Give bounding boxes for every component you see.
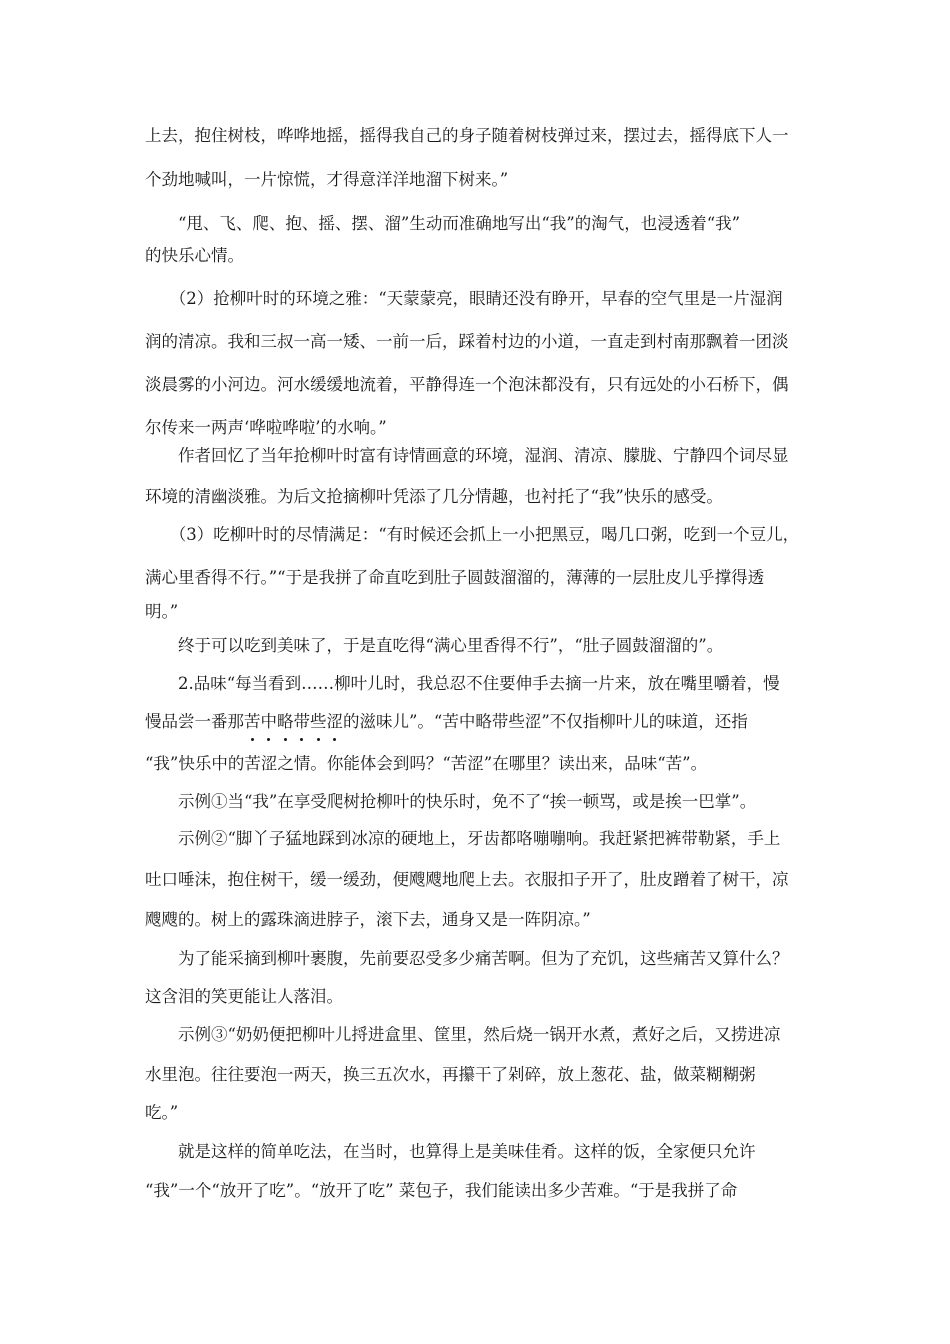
text-line: 淡晨雾的小河边。河水缓缓地流着，平静得连一个泡沫都没有，只有远处的小石桥下，偶	[145, 375, 789, 394]
text-line-emphasis	[145, 710, 748, 734]
text-line: “我”一个“放开了吃”。“放开了吃” 菜包子，我们能读出多少苦难。“于是我拼了命	[145, 1181, 738, 1200]
text-line: 示例③“奶奶便把柳叶儿捋进盒里、筐里，然后烧一锅开水煮，煮好之后，又捞进凉	[145, 1025, 781, 1044]
text-segment: 的滋味儿”。“苦中略带些涩”不仅指柳叶儿的味道，还指	[343, 712, 748, 731]
text-line: （2）抢柳叶时的环境之雅：“天蒙蒙亮，眼睛还没有睁开，早春的空气里是一片湿润	[145, 289, 783, 308]
emphasis-dotted-text	[244, 712, 343, 731]
emphasis-char: 带	[294, 710, 311, 734]
text-line: 的快乐心情。	[145, 246, 244, 265]
text-line: 终于可以吃到美味了，于是直吃得“满心里香得不行”，“肚子圆鼓溜溜的”。	[145, 636, 724, 655]
emphasis-char: 中	[261, 710, 278, 734]
text-line: 明。”	[145, 602, 179, 621]
emphasis-char: 涩	[327, 710, 344, 734]
text-line: 吃。”	[145, 1103, 179, 1122]
text-line: 上去，抱住树枝，哗哗地摇，摇得我自己的身子随着树枝弹过来，摆过去，摇得底下人一	[145, 126, 789, 145]
emphasis-char: 苦	[244, 710, 261, 734]
text-line: 个劲地喊叫，一片惊慌，才得意洋洋地溜下树来。”	[145, 170, 509, 189]
emphasis-char: 些	[310, 710, 327, 734]
text-line: “甩、飞、爬、抱、摇、摆、溜”生动而准确地写出“我”的淘气，也浸透着“我”	[145, 214, 741, 233]
emphasis-char: 略	[277, 710, 294, 734]
text-line: 飕飕的。树上的露珠滴进脖子，滚下去，通身又是一阵阴凉。”	[145, 910, 591, 929]
text-line: “我”快乐中的苦涩之情。你能体会到吗？“苦涩”在哪里？读出来，品味“苦”。	[145, 754, 708, 773]
text-line: 为了能采摘到柳叶裹腹，先前要忍受多少痛苦啊。但为了充饥，这些痛苦又算什么？	[145, 949, 789, 968]
text-line: 这含泪的笑更能让人落泪。	[145, 987, 343, 1006]
text-line: 作者回忆了当年抢柳叶时富有诗情画意的环境，湿润、清凉、朦胧、宁静四个词尽显	[145, 446, 789, 465]
text-line: 吐口唾沫，抱住树干，缓一缓劲，便飕飕地爬上去。衣服扣子开了，肚皮蹭着了树干，凉	[145, 870, 789, 889]
text-segment: 慢品尝一番那	[145, 712, 244, 731]
text-line: 满心里香得不行。”“于是我拼了命直吃到肚子圆鼓溜溜的，薄薄的一层肚皮儿乎撑得透	[145, 568, 765, 587]
text-line: 示例②“脚丫子猛地踩到冰凉的硬地上，牙齿都咯嘣嘣响。我赶紧把裤带勒紧，手上	[145, 829, 781, 848]
text-line: 示例①当“我”在享受爬树抢柳叶的快乐时，免不了“挨一顿骂，或是挨一巴掌”。	[145, 792, 757, 811]
text-line: 环境的清幽淡雅。为后文抢摘柳叶凭添了几分情趣，也衬托了“我”快乐的感受。	[145, 487, 723, 506]
text-line: （3）吃柳叶时的尽情满足：“有时候还会抓上一小把黑豆，喝几口粥，吃到一个豆儿，	[145, 525, 800, 544]
text-line: 就是这样的简单吃法，在当时，也算得上是美味佳肴。这样的饭，全家便只允许	[145, 1142, 756, 1161]
text-line: 水里泡。往往要泡一两天，换三五次水，再攥干了剁碎，放上葱花、盐，做菜糊糊粥	[145, 1065, 756, 1084]
text-line: 2.品味“每当看到……柳叶儿时，我总忍不住要伸手去摘一片来，放在嘴里嚼着，慢	[145, 674, 780, 693]
text-line: 尔传来一两声‘哗啦哗啦’的水响。”	[145, 418, 387, 437]
text-line: 润的清凉。我和三叔一高一矮、一前一后，踩着村边的小道，一直走到村南那飘着一团淡	[145, 332, 789, 351]
